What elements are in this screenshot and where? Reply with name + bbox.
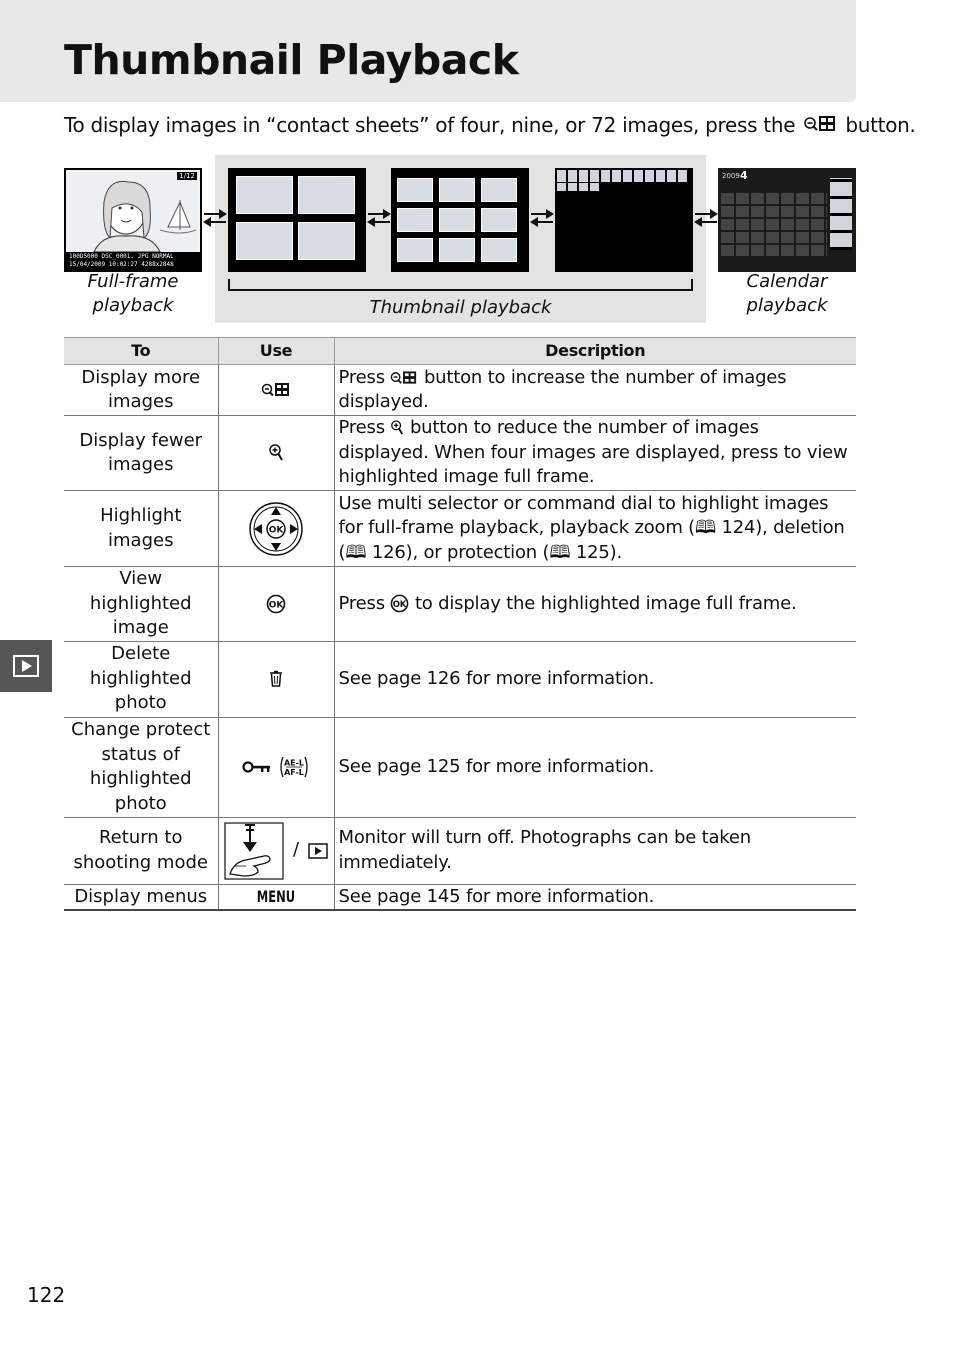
ok-button-icon xyxy=(390,594,409,613)
row-description-after: to display the highlighted image full frame. xyxy=(414,592,797,614)
row-to: Delete highlighted photo xyxy=(64,641,218,717)
table-row xyxy=(64,491,856,567)
table-row xyxy=(64,416,856,491)
page-number: 122 xyxy=(27,1283,66,1307)
intro-text-after: button. xyxy=(845,113,916,137)
protect-key-icon xyxy=(242,760,272,774)
row-use xyxy=(218,491,334,567)
portrait-photo xyxy=(68,172,198,252)
playback-icon xyxy=(0,640,52,692)
row-description: Use multi selector or command dial to highlight images for full-frame playback, playback zoom (🕮 124), deletion (🕮 126), or protection (🕮 125). xyxy=(334,491,856,567)
row-to: Display menus xyxy=(64,884,218,910)
thumbnail-cell xyxy=(439,238,475,262)
thumbnail-cell xyxy=(397,208,433,232)
controls-table xyxy=(64,337,856,911)
intro-paragraph xyxy=(64,113,916,137)
caption-full-frame xyxy=(64,270,202,318)
caption-calendar-line1: Calendar xyxy=(746,271,828,292)
calendar-screen xyxy=(718,168,856,272)
full-frame-screen xyxy=(64,168,202,272)
double-arrow-icon xyxy=(202,207,228,229)
thumbnail-cell xyxy=(481,208,517,232)
thumbnail-cell xyxy=(481,178,517,202)
photo-info-line-1: 100D5000 DSC_0001. JPG NORMAL xyxy=(69,253,174,260)
thumbnail-zoom-out-icon xyxy=(261,381,291,399)
caption-thumbnail-playback: Thumbnail playback xyxy=(369,297,552,318)
thumbnail-cell xyxy=(397,178,433,202)
four-thumbnail-screen xyxy=(228,168,366,272)
page-title: Thumbnail Playback xyxy=(64,36,519,84)
intro-text-before: To display images in “contact sheets” of four, nine, or 72 images, press the xyxy=(64,113,796,137)
row-description-before: Press xyxy=(338,366,385,388)
row-to: View highlighted image xyxy=(64,567,218,642)
caption-calendar-line2: playback xyxy=(746,295,828,316)
zoom-in-icon xyxy=(268,443,284,463)
seventy-two-thumbnail-screen xyxy=(555,168,693,272)
svg-text:AE-L: AE-L xyxy=(283,758,304,768)
row-description xyxy=(334,365,856,416)
table-row xyxy=(64,884,856,910)
row-use xyxy=(218,884,334,910)
row-to: Display more images xyxy=(64,365,218,416)
thumbnail-zoom-out-icon xyxy=(390,369,418,387)
row-use xyxy=(218,365,334,416)
caption-full-frame-line1: Full-frame xyxy=(87,271,179,292)
row-to: Change protect status of highlighted photo xyxy=(64,717,218,817)
shutter-release-icon xyxy=(224,822,284,880)
row-to: Display fewer images xyxy=(64,416,218,491)
table-row xyxy=(64,717,856,817)
svg-text:OK: OK xyxy=(268,600,284,610)
row-description: See page 125 for more information. xyxy=(334,717,856,817)
frame-counter: 1/12 xyxy=(179,172,195,180)
thumbnail-cell xyxy=(298,176,355,214)
table-row xyxy=(64,641,856,717)
svg-text:OK: OK xyxy=(393,599,407,610)
thumbnail-strip xyxy=(557,170,689,182)
use-separator: / xyxy=(292,839,300,861)
playback-section-tab xyxy=(0,640,52,692)
calendar-year: 2009 xyxy=(722,172,740,180)
row-use xyxy=(218,717,334,817)
playback-button-icon xyxy=(308,843,328,859)
ok-button-icon xyxy=(266,594,286,614)
row-description: Monitor will turn off. Photographs can be taken immediately. xyxy=(334,817,856,884)
row-use xyxy=(218,641,334,717)
row-description-before: Press xyxy=(338,592,385,614)
row-description xyxy=(334,567,856,642)
portrait-illustration xyxy=(68,172,198,252)
thumbnail-cell xyxy=(397,238,433,262)
thumbnail-cell xyxy=(439,178,475,202)
table-row xyxy=(64,567,856,642)
thumbnail-cell xyxy=(439,208,475,232)
row-description: See page 126 for more information. xyxy=(334,641,856,717)
row-to: Highlight images xyxy=(64,491,218,567)
double-arrow-icon xyxy=(366,207,392,229)
thumbnail-cell xyxy=(298,222,355,260)
table-header-row xyxy=(64,338,856,365)
zoom-in-icon xyxy=(390,419,404,437)
thumbnail-cell xyxy=(236,222,293,260)
nine-thumbnail-screen xyxy=(391,168,529,272)
multi-selector-icon xyxy=(248,501,304,557)
calendar-thumbnail-column xyxy=(830,178,852,250)
ae-l-af-l-button-icon xyxy=(278,756,310,778)
thumbnail-cell xyxy=(481,238,517,262)
row-description-before: Press xyxy=(338,417,385,439)
photo-info-bar xyxy=(66,252,200,270)
row-use xyxy=(218,416,334,491)
svg-text:AF-L: AF-L xyxy=(283,767,304,777)
caption-calendar xyxy=(718,270,856,318)
menu-button-label: MENU xyxy=(256,886,296,906)
header-description: Description xyxy=(334,338,856,365)
thumbnail-cell xyxy=(236,176,293,214)
photo-info-line-2: 15/04/2009 10:02:27 4288x2848 xyxy=(69,261,174,268)
thumbnail-strip xyxy=(557,183,601,191)
svg-text:OK: OK xyxy=(268,525,284,535)
double-arrow-icon xyxy=(693,207,719,229)
header-use: Use xyxy=(218,338,334,365)
table-row xyxy=(64,365,856,416)
row-description-after: button to reduce the number of images displayed. When four images are displayed, press to view highlighted image full frame. xyxy=(338,417,848,488)
calendar-month: 4 xyxy=(740,169,748,182)
thumbnail-bracket xyxy=(228,279,693,291)
row-use xyxy=(218,817,334,884)
row-description-after: button to increase the number of images displayed. xyxy=(338,366,787,412)
trash-icon xyxy=(269,670,283,687)
row-to: Return to shooting mode xyxy=(64,817,218,884)
calendar-grid xyxy=(721,192,827,258)
header-to: To xyxy=(64,338,218,365)
caption-full-frame-line2: playback xyxy=(92,295,174,316)
thumbnail-zoom-out-icon xyxy=(803,114,837,134)
table-row xyxy=(64,817,856,884)
row-use xyxy=(218,567,334,642)
double-arrow-icon xyxy=(529,207,555,229)
row-description xyxy=(334,416,856,491)
row-description: See page 145 for more information. xyxy=(334,884,856,910)
